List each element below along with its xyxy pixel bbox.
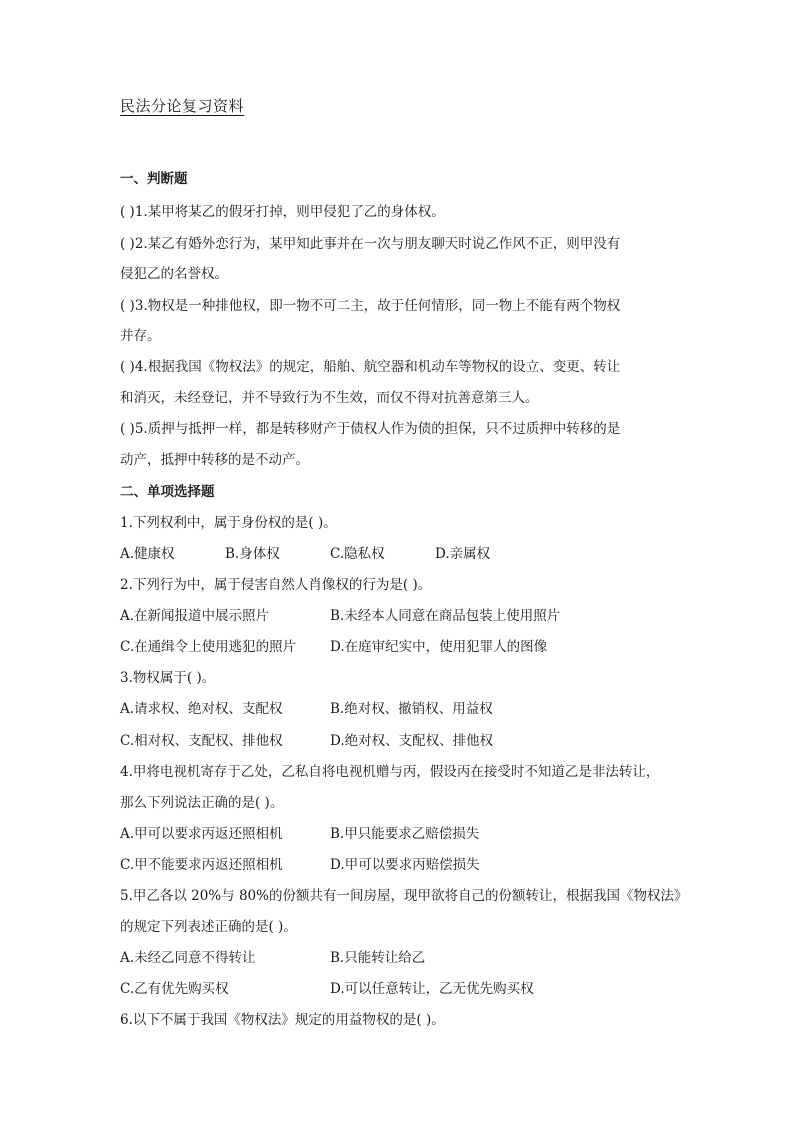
question-1-option-b: B.身体权 xyxy=(225,546,280,562)
judgment-3-line-2: 并存。 xyxy=(120,328,161,344)
question-6-stem: 6.以下不属于我国《物权法》规定的用益物权的是( )。 xyxy=(120,1012,445,1028)
question-3-option-d: D.绝对权、支配权、排他权 xyxy=(330,733,494,749)
judgment-3-line-1: ( )3.物权是一种排他权，即一物不可二主，故于任何情形，同一物上不能有两个物权 xyxy=(120,298,621,314)
judgment-5-line-1: ( )5.质押与抵押一样，都是转移财产于债权人作为债的担保，只不过质押中转移的是 xyxy=(120,421,621,437)
question-1-option-c: C.隐私权 xyxy=(330,546,385,562)
judgment-4-line-1: ( )4.根据我国《物权法》的规定，船舶、航空器和机动车等物权的设立、变更、转让 xyxy=(120,359,621,375)
question-3-stem: 3.物权属于( )。 xyxy=(120,670,216,686)
question-5-option-c: C.乙有优先购买权 xyxy=(120,981,229,997)
question-4-stem-line-1: 4.甲将电视机寄存于乙处，乙私自将电视机赠与丙，假设丙在接受时不知道乙是非法转让， xyxy=(120,764,660,780)
question-4-option-a: A.甲可以要求丙返还照相机 xyxy=(120,826,283,842)
judgment-5-line-2: 动产，抵押中转移的是不动产。 xyxy=(120,452,309,468)
question-5-stem-line-2: 的规定下列表述正确的是( )。 xyxy=(120,919,297,935)
question-2-option-d: D.在庭审纪实中，使用犯罪人的图像 xyxy=(330,639,548,655)
question-2-option-a: A.在新闻报道中展示照片 xyxy=(120,608,270,624)
question-3-option-c: C.相对权、支配权、排他权 xyxy=(120,733,283,749)
judgment-2-line-1: ( )2.某乙有婚外恋行为，某甲知此事并在一次与朋友聊天时说乙作风不正，则甲没有 xyxy=(120,236,621,252)
judgment-4-line-2: 和消灭，未经登记，并不导致行为不生效，而仅不得对抗善意第三人。 xyxy=(120,390,539,406)
section-heading-choice: 二、单项选择题 xyxy=(120,484,215,500)
section-heading-judgment: 一、判断题 xyxy=(120,171,188,187)
question-3-option-b: B.绝对权、撤销权、用益权 xyxy=(330,701,493,717)
question-5-option-a: A.未经乙同意不得转让 xyxy=(120,950,256,966)
document-title: 民法分论复习资料 xyxy=(120,97,245,115)
question-4-option-b: B.甲只能要求乙赔偿损失 xyxy=(330,826,480,842)
question-2-option-b: B.未经本人同意在商品包装上使用照片 xyxy=(330,608,561,624)
question-1-option-d: D.亲属权 xyxy=(435,546,491,562)
question-3-option-a: A.请求权、绝对权、支配权 xyxy=(120,701,283,717)
question-5-option-d: D.可以任意转让，乙无优先购买权 xyxy=(330,981,534,997)
question-5-stem-line-1: 5.甲乙各以 20%与 80%的份额共有一间房屋，现甲欲将自己的份额转让，根据我国《物权法》 xyxy=(120,888,688,904)
judgment-2-line-2: 侵犯乙的名誉权。 xyxy=(120,266,228,282)
judgment-1-line-1: ( )1.某甲将某乙的假牙打掉，则甲侵犯了乙的身体权。 xyxy=(120,204,445,220)
question-4-option-d: D.甲可以要求丙赔偿损失 xyxy=(330,857,480,873)
question-2-option-c: C.在通缉令上使用逃犯的照片 xyxy=(120,639,297,655)
question-1-stem: 1.下列权利中，属于身份权的是( )。 xyxy=(120,515,337,531)
question-1-option-a: A.健康权 xyxy=(120,546,175,562)
question-5-option-b: B.只能转让给乙 xyxy=(330,950,426,966)
question-4-stem-line-2: 那么下列说法正确的是( )。 xyxy=(120,795,284,811)
question-4-option-c: C.甲不能要求丙返还照相机 xyxy=(120,857,283,873)
question-2-stem: 2.下列行为中，属于侵害自然人肖像权的行为是( )。 xyxy=(120,577,432,593)
